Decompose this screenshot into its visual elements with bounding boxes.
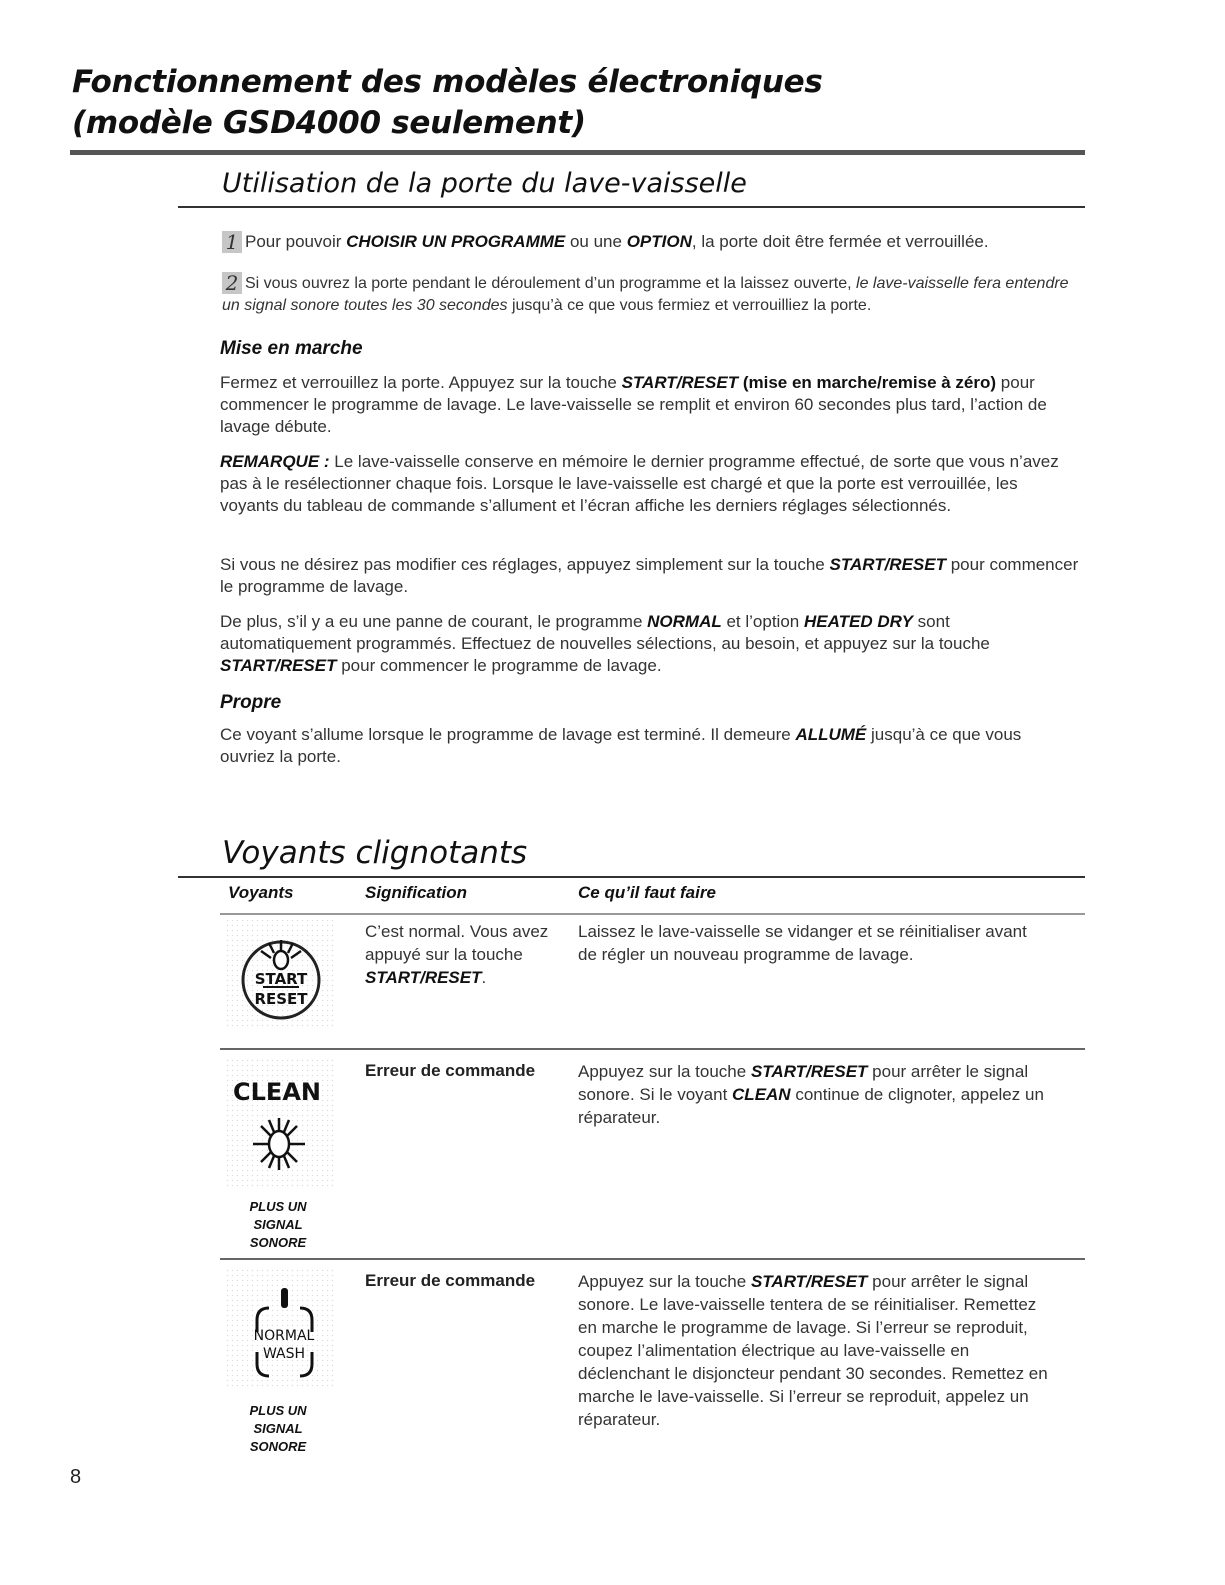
start-reset-emph: START/RESET — [621, 373, 739, 392]
table-header-divider — [220, 913, 1085, 915]
lights-section-title: Voyants clignotants — [222, 835, 528, 871]
step-2-text: Si vous ouvrez la porte pendant le déroulement d’un programme et la laissez ouverte, — [245, 275, 857, 292]
row3-action — [578, 1270, 1048, 1431]
remarque-emph: REMARQUE : — [220, 452, 330, 471]
row2-start-reset-emph: START/RESET — [750, 1062, 868, 1081]
heated-dry-emph: HEATED DRY — [803, 612, 913, 631]
clean-label: CLEAN — [233, 1078, 321, 1106]
start-paragraph-4 — [220, 611, 1080, 677]
row1-action: Laissez le lave-vaisselle se vidanger et se réinitialiser avant de régler un nouveau programme de lavage. — [578, 922, 1027, 964]
step-2-text-end: jusqu’à ce que vous fermiez et verrouilliez la porte. — [507, 297, 872, 314]
lights-section-divider — [178, 876, 1085, 878]
row2-action-text: Appuyez sur la touche — [578, 1062, 751, 1081]
step-1-badge: 1 — [222, 231, 242, 253]
row2-note — [218, 1198, 338, 1252]
start-p4-text: De plus, s’il y a eu une panne de courant, le programme — [220, 612, 648, 631]
clean-icon-graphic — [225, 1058, 337, 1188]
normal-label: NORMAL — [253, 1328, 315, 1344]
row2-meaning: Erreur de commande — [365, 1061, 536, 1080]
row2-action-mid: pour arrêter le signal sonore. Si le voyant — [578, 1062, 1029, 1104]
step-1-text-mid: ou une — [565, 232, 627, 251]
col-header-action: Ce qu’il faut faire — [578, 883, 716, 902]
wash-label: WASH — [262, 1346, 306, 1362]
page-title-line1: Fonctionnement des modèles électroniques — [72, 64, 823, 100]
row3-start-reset-emph: START/RESET — [750, 1272, 868, 1291]
clean-p-text-end: jusqu’à ce que vous ouvriez la porte. — [220, 725, 1022, 766]
start-paragraph-1 — [220, 372, 1080, 438]
row3-action-end: pour arrêter le signal sonore. Le lave-vaisselle tentera de se réinitialiser. Remettez en marche le programme de lavage. Si l’erreur se reproduit, coupez l’alimentation électrique au lave-vaisselle en déclenchant le disjoncteur pendant 30 secondes. Remettez en marche le lave-vaisselle. Si l’erreur se reproduit, appelez un réparateur. — [578, 1272, 1048, 1429]
start-p4-text-mid: et l’option — [721, 612, 804, 631]
door-section-divider — [178, 206, 1085, 208]
row3-action-text: Appuyez sur la touche — [578, 1272, 751, 1291]
row3-meaning: Erreur de commande — [365, 1271, 536, 1290]
start-reset-icon — [225, 918, 337, 1028]
start-reset-emph-2: START/RESET — [829, 555, 946, 574]
normal-emph: NORMAL — [647, 612, 722, 631]
step-2 — [222, 272, 1072, 317]
page-title — [72, 62, 1072, 144]
step-1 — [222, 231, 1082, 253]
start-label: START — [254, 970, 308, 988]
row2-note-line3: SONORE — [249, 1235, 307, 1250]
start-reset-icon-graphic — [225, 918, 337, 1028]
row2-action — [578, 1060, 1048, 1129]
page-title-line2: (modèle GSD4000 seulement) — [72, 105, 586, 141]
start-p4-text-mid2: sont automatiquement programmés. Effectuez de nouvelles sélections, au besoin, et appuyez sur la touche — [220, 612, 990, 653]
row1-meaning-end: . — [481, 968, 487, 987]
option-emph: OPTION — [626, 232, 692, 251]
clean-paragraph — [220, 724, 1080, 768]
reset-label: RESET — [254, 990, 308, 1008]
row3-note-line2: SIGNAL — [253, 1421, 303, 1436]
start-p4-text-end: pour commencer le programme de lavage. — [336, 656, 662, 675]
page-number: 8 — [70, 1466, 82, 1488]
row3-note-line1: PLUS UN — [249, 1403, 307, 1418]
row1-meaning-text: C’est normal. Vous avez appuyé sur la touche — [365, 922, 549, 964]
row3-note-line3: SONORE — [249, 1439, 307, 1454]
row3-note — [218, 1402, 338, 1456]
row1-divider — [220, 1048, 1085, 1050]
row2-divider — [220, 1258, 1085, 1260]
row2-note-line1: PLUS UN — [249, 1199, 307, 1214]
allume-emph: ALLUMÉ — [795, 725, 867, 744]
step-2-badge: 2 — [222, 272, 242, 294]
start-p1-text-end: pour commencer le programme de lavage. Le lave-vaisselle se remplit et environ 60 secondes plus tard, l’action de lavage débute. — [220, 373, 1047, 436]
start-heading: Mise en marche — [220, 338, 363, 359]
start-reset-translation: (mise en marche/remise à zéro) — [738, 373, 997, 392]
normal-wash-icon-graphic — [225, 1268, 337, 1388]
title-divider — [70, 150, 1085, 155]
row2-clean-emph: CLEAN — [732, 1085, 791, 1104]
col-header-signification: Signification — [365, 883, 467, 902]
clean-icon — [225, 1058, 337, 1188]
start-p2-text: Le lave-vaisselle conserve en mémoire le dernier programme effectué, de sorte que vous n’avez pas à le resélectionner chaque fois. Lorsque le lave-vaisselle est chargé et que la porte est verrouillée, les voyants du tableau de commande s’allument et l’écran affiche les derniers réglages sélectionnés. — [220, 452, 1059, 515]
door-section-title: Utilisation de la porte du lave-vaisselle — [222, 168, 747, 199]
start-reset-emph-3: START/RESET — [220, 656, 337, 675]
clean-heading: Propre — [220, 692, 282, 713]
start-p3-text: Si vous ne désirez pas modifier ces réglages, appuyez simplement sur la touche — [220, 555, 830, 574]
row1-start-reset-emph: START/RESET — [365, 968, 482, 987]
start-paragraph-3 — [220, 554, 1080, 598]
col-header-voyants: Voyants — [228, 883, 294, 902]
normal-wash-icon — [225, 1268, 337, 1388]
step-2-italic: le lave-vaisselle fera entendre un signal sonore toutes les 30 secondes — [222, 275, 1069, 314]
step-1-text: Pour pouvoir — [245, 232, 347, 251]
choose-program-emph: CHOISIR UN PROGRAMME — [346, 232, 566, 251]
start-paragraph-2 — [220, 451, 1080, 517]
clean-p-text: Ce voyant s’allume lorsque le programme de lavage est terminé. Il demeure — [220, 725, 796, 744]
row2-action-end: continue de clignoter, appelez un réparateur. — [578, 1085, 1044, 1127]
start-p1-text: Fermez et verrouillez la porte. Appuyez sur la touche — [220, 373, 622, 392]
row1-meaning — [365, 920, 560, 989]
step-1-text-end: , la porte doit être fermée et verrouillée. — [691, 232, 989, 251]
row2-note-line2: SIGNAL — [253, 1217, 303, 1232]
start-p3-text-end: pour commencer le programme de lavage. — [220, 555, 1079, 596]
